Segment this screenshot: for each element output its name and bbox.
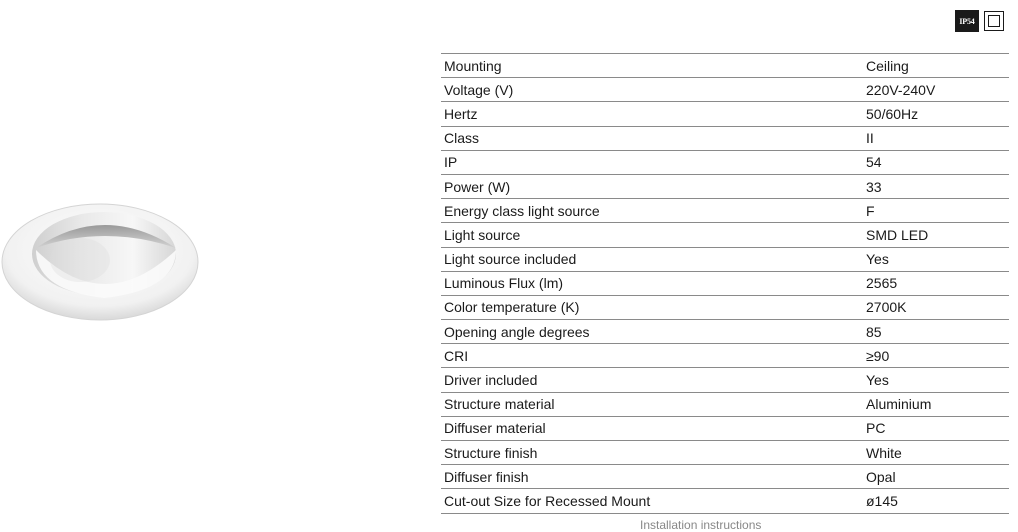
- spec-value: Opal: [866, 468, 896, 485]
- spec-label: CRI: [444, 347, 469, 364]
- spec-row: [441, 368, 1009, 392]
- spec-label: Energy class light source: [444, 202, 600, 219]
- spec-row: [441, 296, 1009, 320]
- spec-row: [441, 151, 1009, 175]
- spec-row: [441, 78, 1009, 102]
- spec-row: [441, 465, 1009, 489]
- spec-value: 2565: [866, 275, 898, 292]
- spec-value: Yes: [866, 251, 889, 268]
- spec-label: Class: [444, 130, 480, 147]
- spec-label: Color temperature (K): [444, 299, 580, 316]
- spec-label: Structure material: [444, 396, 555, 413]
- spec-value: Aluminium: [866, 396, 932, 413]
- spec-label: IP: [444, 154, 458, 171]
- spec-row: [441, 320, 1009, 344]
- spec-value: Ceiling: [866, 57, 909, 74]
- spec-row: [441, 417, 1009, 441]
- spec-label: Hertz: [444, 105, 478, 122]
- spec-label: Luminous Flux (lm): [444, 275, 564, 292]
- spec-label: Mounting: [444, 57, 502, 74]
- installation-instructions-link[interactable]: Installation instructions: [640, 518, 762, 532]
- spec-value: 50/60Hz: [866, 105, 919, 122]
- spec-value: F: [866, 202, 875, 219]
- spec-value: 220V-240V: [866, 81, 936, 98]
- spec-row: [441, 393, 1009, 417]
- spec-row: [441, 272, 1009, 296]
- spec-value: 33: [866, 178, 882, 195]
- spec-row: [441, 489, 1009, 513]
- spec-row: [441, 248, 1009, 272]
- spec-row: [441, 127, 1009, 151]
- spec-label: Cut-out Size for Recessed Mount: [444, 492, 651, 509]
- spec-value: SMD LED: [866, 226, 929, 243]
- spec-row: [441, 344, 1009, 368]
- spec-label: Opening angle degrees: [444, 323, 590, 340]
- spec-value: 85: [866, 323, 882, 340]
- spec-value: II: [866, 130, 874, 147]
- spec-row: [441, 54, 1009, 78]
- spec-row: [441, 441, 1009, 465]
- spec-row: [441, 223, 1009, 247]
- spec-row: [441, 102, 1009, 126]
- spec-value: ø145: [866, 492, 898, 509]
- ip54-badge-icon: IP54: [955, 10, 979, 32]
- spec-value: White: [866, 444, 902, 461]
- spec-label: Structure finish: [444, 444, 538, 461]
- spec-label: Light source included: [444, 251, 577, 268]
- spec-label: Diffuser material: [444, 420, 546, 437]
- spec-value: 2700K: [866, 299, 907, 316]
- spec-value: 54: [866, 154, 882, 171]
- spec-label: Power (W): [444, 178, 511, 195]
- spec-value: Yes: [866, 372, 889, 389]
- spec-row: [441, 175, 1009, 199]
- specifications-table: [441, 53, 1009, 514]
- class-ii-double-square-icon: [984, 11, 1004, 31]
- spec-label: Light source: [444, 226, 521, 243]
- spec-value: ≥90: [866, 347, 890, 364]
- spec-row: [441, 199, 1009, 223]
- certification-badges: [955, 10, 1004, 32]
- spec-label: Voltage (V): [444, 81, 514, 98]
- spec-label: Driver included: [444, 372, 538, 389]
- recessed-downlight-image: [0, 198, 200, 326]
- spec-label: Diffuser finish: [444, 468, 529, 485]
- spec-value: PC: [866, 420, 886, 437]
